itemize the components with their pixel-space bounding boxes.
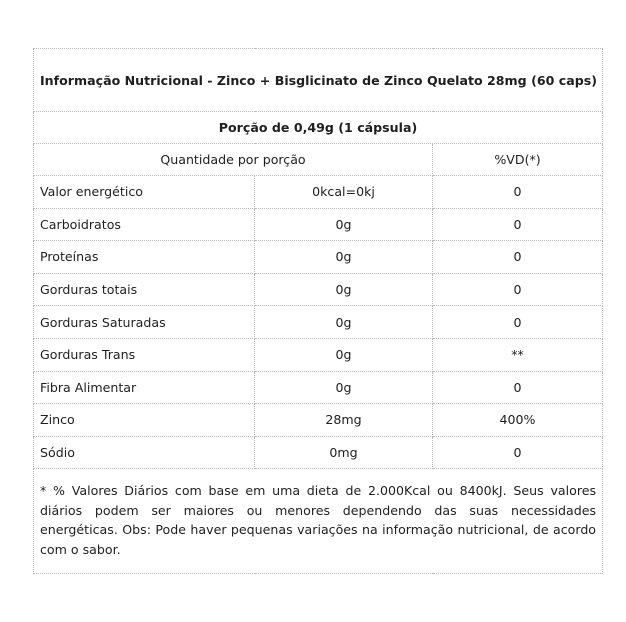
header-row [34, 144, 603, 176]
portion-size: Porção de 0,49g (1 cápsula) [34, 112, 603, 144]
footnote-row [34, 469, 603, 574]
table-row [34, 241, 603, 274]
nutrient-daily-value: 400% [433, 404, 603, 437]
nutrient-name: Gorduras Trans [34, 338, 255, 371]
nutrient-daily-value: 0 [433, 273, 603, 306]
nutrient-quantity: 0g [255, 241, 433, 274]
nutrient-quantity: 0kcal=0kj [255, 176, 433, 209]
table-row [34, 436, 603, 469]
nutrient-quantity: 0g [255, 306, 433, 339]
nutrient-name: Gorduras totais [34, 273, 255, 306]
nutrient-daily-value: 0 [433, 176, 603, 209]
table-row [34, 176, 603, 209]
nutrient-quantity: 0mg [255, 436, 433, 469]
table-row [34, 338, 603, 371]
nutrient-daily-value: 0 [433, 436, 603, 469]
nutrient-name: Proteínas [34, 241, 255, 274]
nutrient-daily-value: 0 [433, 208, 603, 241]
nutrient-quantity: 28mg [255, 404, 433, 437]
table-row [34, 273, 603, 306]
nutrient-quantity: 0g [255, 273, 433, 306]
table-row [34, 208, 603, 241]
nutrient-quantity: 0g [255, 208, 433, 241]
nutrition-facts-table [33, 48, 603, 574]
nutrient-daily-value: 0 [433, 306, 603, 339]
table-row [34, 371, 603, 404]
nutrient-name: Gorduras Saturadas [34, 306, 255, 339]
nutrient-daily-value: 0 [433, 371, 603, 404]
nutrient-name: Fibra Alimentar [34, 371, 255, 404]
nutrient-daily-value: 0 [433, 241, 603, 274]
footnote-text: * % Valores Diários com base em uma dieta de 2.000Kcal ou 8400kJ. Seus valores diários podem ser maiores ou menores dependendo das suas necessidades energéticas. Obs: Pode haver pequenas variações na informação nutricional, de acordo com o sabor. [34, 469, 603, 574]
title-row [34, 49, 603, 112]
nutrient-quantity: 0g [255, 371, 433, 404]
nutrient-name: Carboidratos [34, 208, 255, 241]
portion-row [34, 112, 603, 144]
daily-value-header: %VD(*) [433, 144, 603, 176]
nutrient-daily-value: ** [433, 338, 603, 371]
nutrient-name: Valor energético [34, 176, 255, 209]
table-row [34, 306, 603, 339]
nutrient-name: Sódio [34, 436, 255, 469]
table-title: Informação Nutricional - Zinco + Bisglicinato de Zinco Quelato 28mg (60 caps) [34, 49, 603, 112]
table-row [34, 404, 603, 437]
nutrient-quantity: 0g [255, 338, 433, 371]
nutrient-name: Zinco [34, 404, 255, 437]
quantity-header: Quantidade por porção [34, 144, 433, 176]
